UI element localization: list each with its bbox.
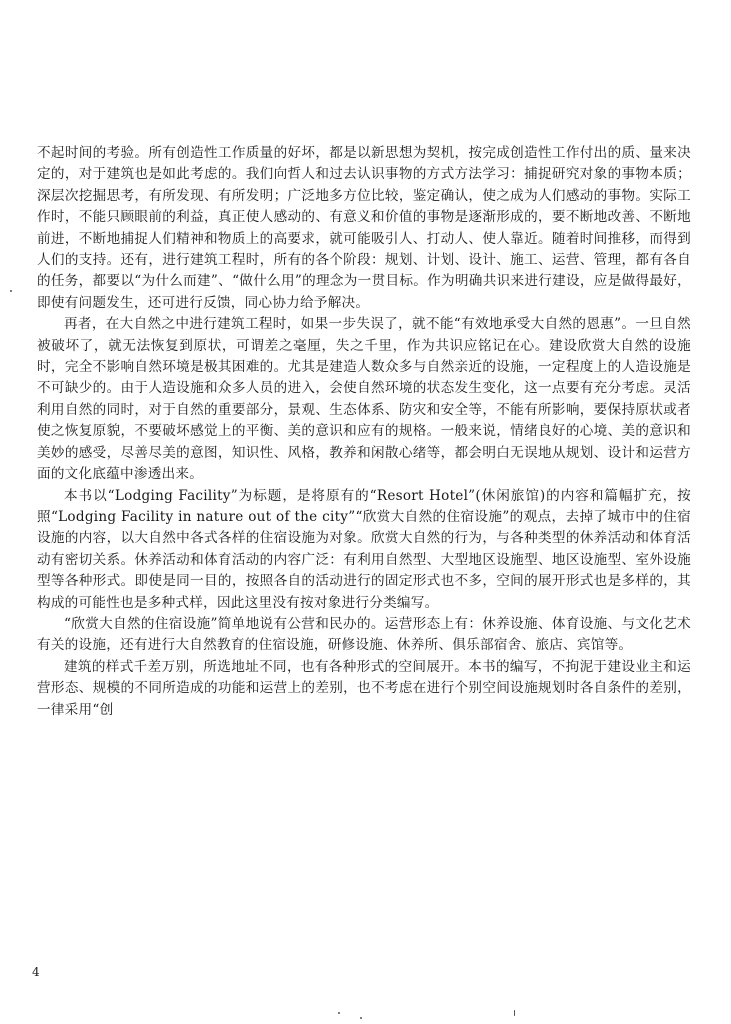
paragraph-5: 建筑的样式千差万别，所选地址不同，也有各种形式的空间展开。本书的编写，不拘泥于建设业主和运营形态、规模的不同所造成的功能和运营上的差别，也不考虑在进行个别空间设施规划时各自条件的差别，一律采用“创 <box>37 658 691 718</box>
page-body <box>37 143 691 721</box>
scan-speck <box>10 290 12 292</box>
paragraph-1: 不起时间的考验。所有创造性工作质量的好坏，都是以新思想为契机，按完成创造性工作付出的质、量来决定的，对于建筑也是如此考虑的。我们向哲人和过去认识事物的方式方法学习：捕捉研究对象的事物本质；深层次挖掘思考，有所发现、有所发明；广泛地多方位比较，鉴定确认，使之成为人们感动的事物。实际工作时，不能只顾眼前的利益，真正使人感动的、有意义和价值的事物是逐渐形成的，要不断地改善、不断地前进，不断地捕捉人们精神和物质上的高要求，就可能吸引人、打动人、使人靠近。随着时间推移，而得到人们的支持。还有，进行建筑工程时，所有的各个阶段：规划、计划、设计、施工、运营、管理，都有各自的任务，都要以“为什么而建”、“做什么用”的理念为一贯目标。作为明确共识来进行建设，应是做得最好，即使有问题发生，还可进行反馈，同心协力给予解决。 <box>37 145 691 311</box>
paragraph-2: 再者，在大自然之中进行建筑工程时，如果一步失误了，就不能“有效地承受大自然的恩惠”。一旦自然被破坏了，就无法恢复到原状，可谓差之毫厘，失之千里，作为共识应铭记在心。建设欣赏大自然的设施时，完全不影响自然环境是极其困难的。尤其是建造人数众多与自然亲近的设施，一定程度上的人造设施是不可缺少的。由于人造设施和众多人员的进入，会使自然环境的状态发生变化，这一点要有充分考虑。灵活利用自然的同时，对于自然的重要部分，景观、生态体系、防灾和安全等，不能有所影响，要保持原状或者使之恢复原貌，不要破坏感觉上的平衡、美的意识和应有的规格。一般来说，情绪良好的心境、美的意识和美妙的感受，尽善尽美的意图，知识性、风格，教养和闲散心绪等，都会明白无误地从规划、设计和运营方面的文化底蕴中渗透出来。 <box>37 316 691 483</box>
scan-speck <box>514 1010 515 1016</box>
paragraph-3: 本书以“Lodging Facility”为标题，是将原有的“Resort Hotel”(休闲旅馆)的内容和篇幅扩充，按照“Lodging Facility in nature out of the city”“欣赏大自然的住宿设施”的观点，去掉了城市中的住宿设施的内容，以大自然中各式各样的住宿设施为对象。欣赏大自然的行为，与各种类型的休养活动和体育活动有密切关系。休养活动和体育活动的内容广泛：有利用自然型、大型地区设施型、地区设施型、室外设施型等各种形式。即使是同一目的，按照各自的活动进行的固定形式也不多，空间的展开形式也是多样的，其构成的可能性也是多种式样，因此这里没有按对象进行分类编写。 <box>37 487 691 611</box>
paragraph-4: “欣赏大自然的住宿设施”简单地说有公营和民办的。运营形态上有：休养设施、体育设施、与文化艺术有关的设施，还有进行大自然教育的住宿设施，研修设施、休养所、俱乐部宿舍、旅店、宾馆等。 <box>37 615 691 654</box>
page-number: 4 <box>32 965 40 979</box>
scan-speck <box>360 1017 362 1019</box>
scan-speck <box>338 1012 340 1014</box>
